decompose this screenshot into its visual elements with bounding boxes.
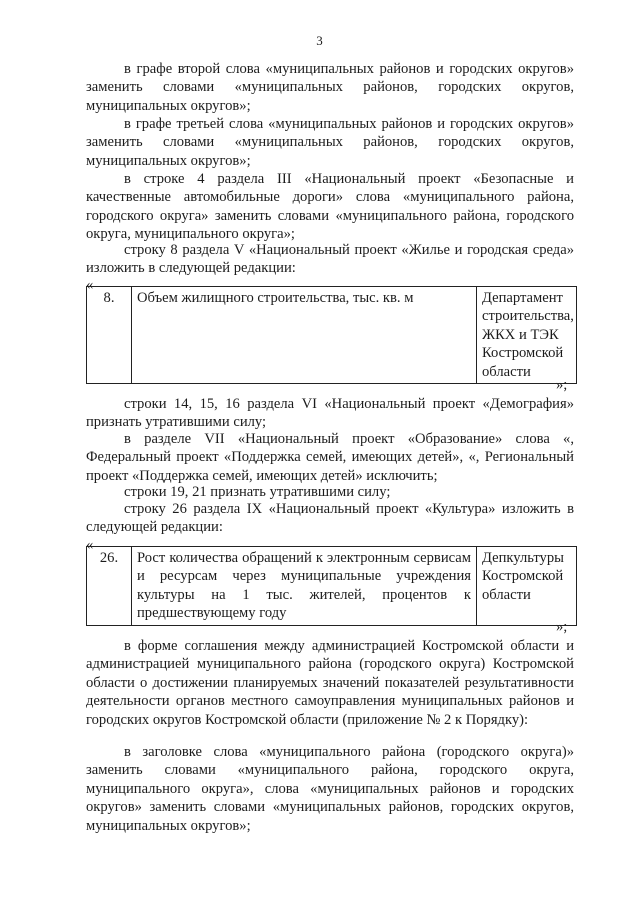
paragraph-6: в разделе VII «Национальный проект «Образование» слова «, Федеральный проект «Поддержка семей, имеющих детей», «, Региональный проект «Поддержка семей, имеющих детей» исключить; xyxy=(86,431,574,484)
quote-open-2: « xyxy=(86,537,94,553)
page-number: 3 xyxy=(316,33,323,48)
paragraph-9: в форме соглашения между администрацией Костромской области и администрацией муниципального района (городского округа) Костромской области о достижении планируемых значений показателей результативности деятельности органов местного самоуправления муниципальных районов и городских округов Костромской области (приложение № 2 к Порядку): xyxy=(86,638,574,728)
quote-close-1: »; xyxy=(556,377,568,393)
paragraph-10: в заголовке слова «муниципального района (городского округа)» заменить словами «муниципального района, городского округа, муниципального округа», слова «муниципальных районов и городских округов» заменить словами «муниципальных районов, городских округов, муниципальных округов»; xyxy=(86,744,574,834)
quote-open-1: « xyxy=(86,277,94,293)
responsible-body: Депкультуры Костромской области xyxy=(477,547,577,626)
table-row-housing xyxy=(86,286,577,384)
responsible-body: Департамент строительства, ЖКХ и ТЭК Костромской области xyxy=(477,287,577,384)
paragraph-2: в графе третьей слова «муниципальных районов и городских округов» заменить словами «муниципальных районов, городских округов, муниципальных округов»; xyxy=(86,116,574,169)
row-number: 8. xyxy=(87,287,132,384)
indicator-description: Объем жилищного строительства, тыс. кв. м xyxy=(132,287,477,384)
paragraph-5: строки 14, 15, 16 раздела VI «Национальный проект «Демография» признать утратившими силу; xyxy=(86,396,574,431)
paragraph-4: строку 8 раздела V «Национальный проект «Жилье и городская среда» изложить в следующей редакции: xyxy=(86,242,574,277)
paragraph-8: строку 26 раздела IX «Национальный проект «Культура» изложить в следующей редакции: xyxy=(86,501,574,536)
indicator-description: Рост количества обращений к электронным сервисам и ресурсам через муниципальные учреждения культуры на 1 тыс. жителей, процентов к предшествующему году xyxy=(132,547,477,626)
paragraph-7: строки 19, 21 признать утратившими силу; xyxy=(124,484,391,500)
quote-close-2: »; xyxy=(556,619,568,635)
paragraph-3: в строке 4 раздела III «Национальный проект «Безопасные и качественные автомобильные дороги» слова «муниципального района, городского округа» заменить словами «муниципального района, городского округа, муниципального округа»; xyxy=(86,171,574,243)
row-number: 26. xyxy=(87,547,132,626)
paragraph-1: в графе второй слова «муниципальных районов и городских округов» заменить словами «муниципальных районов, городских округов, муниципальных округов»; xyxy=(86,61,574,114)
table-row-culture xyxy=(86,546,577,626)
